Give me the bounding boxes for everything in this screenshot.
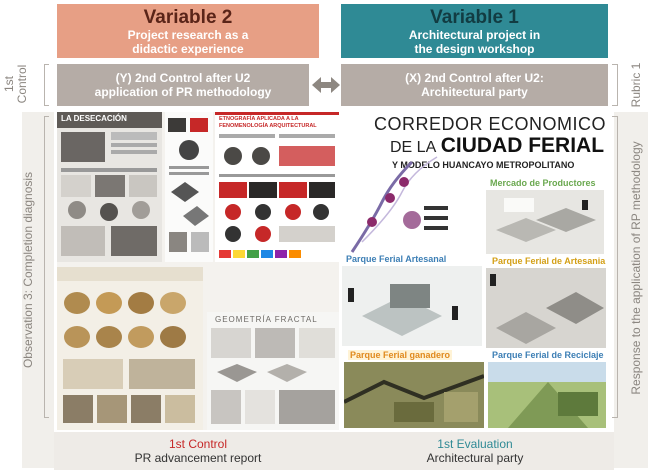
- sheet-small-diagrams: [165, 112, 213, 262]
- y-control-box: [57, 64, 309, 106]
- response-label: Response to the application of RP methodology: [629, 141, 643, 395]
- variable2-subtitle-1: Project research as a: [127, 27, 249, 42]
- corredor-title-de-la: DE LA: [390, 139, 437, 156]
- right-panel: [342, 112, 608, 430]
- variable1-subtitle-2: the design workshop: [414, 41, 535, 56]
- rubric-bracket: [617, 64, 618, 106]
- variable2-header: [57, 4, 319, 58]
- footer-left-subtitle: PR advancement report: [134, 451, 262, 465]
- variable1-subtitle-1: Architectural project in: [408, 27, 541, 42]
- sheet-etnografia: [215, 112, 339, 262]
- right-side-bracket-bottom: [612, 417, 617, 418]
- footer-left-title: 1st Control: [168, 437, 228, 451]
- x-control-box: [341, 64, 608, 106]
- variable2-title: Variable 2: [143, 6, 233, 28]
- footer-right: [342, 432, 608, 470]
- footer-right-title: 1st Evaluation: [437, 437, 513, 451]
- right-side-bracket-top: [612, 116, 617, 117]
- artesanal-image: [342, 266, 482, 346]
- sheet-geometria-fractal: [207, 312, 339, 430]
- left-side-bracket-bottom: [44, 417, 49, 418]
- first-control-bracket: [44, 64, 45, 106]
- y-control-line1: (Y) 2nd Control after U2: [115, 71, 251, 85]
- footer-left: [57, 432, 339, 470]
- x-control-line1: (X) 2nd Control after U2:: [405, 71, 544, 85]
- corridor-map: [342, 142, 462, 262]
- mercado-label: Mercado de Productores: [490, 178, 596, 188]
- variable2-subtitle-2: didactic experience: [132, 41, 244, 56]
- left-collage: [57, 112, 339, 430]
- mercado-image: [486, 190, 604, 254]
- first-control-label-line2: Control: [15, 64, 29, 104]
- artesania-image: [486, 268, 606, 348]
- sheet-desecacion: [57, 112, 162, 262]
- sheet-models: [57, 267, 203, 430]
- sheet-etnografia-heading-2: FENOMENOLOGÍA ARQUITECTURAL: [219, 123, 317, 129]
- sheet-desecacion-heading: LA DESECACIÓN: [61, 114, 127, 123]
- first-control-label-line1: 1st: [2, 76, 16, 93]
- corredor-title-line3: Y MODELO HUANCAYO METROPOLITANO: [392, 160, 575, 170]
- rubric-bracket-top: [612, 64, 617, 65]
- variable1-header: [341, 4, 608, 58]
- reciclaje-label: Parque Ferial de Reciclaje: [492, 350, 604, 360]
- corredor-title-ciudad: CIUDAD FERIAL: [440, 134, 605, 157]
- sheet-etnografia-heading: [219, 116, 317, 130]
- right-side-bracket: [617, 116, 618, 418]
- first-control-label: [3, 65, 29, 104]
- sheet-etnografia-heading-1: ETNOGRAFÍA APLICADA A LA: [219, 116, 299, 122]
- artesania-label: Parque Ferial de Artesania: [492, 256, 606, 266]
- rubric-bracket-bottom: [612, 105, 617, 106]
- ganadero-image: [344, 362, 484, 428]
- double-arrow-icon: [312, 75, 340, 95]
- artesanal-label: Parque Ferial Artesanal: [346, 254, 447, 264]
- y-control-line2: application of PR methodology: [94, 85, 272, 99]
- variable1-title: Variable 1: [430, 6, 519, 28]
- sheet-geometria-heading: GEOMETRÍA FRACTAL: [215, 315, 318, 324]
- left-side-bracket-top: [44, 116, 49, 117]
- observation-label: Observation 3: Completion diagnosis: [21, 171, 35, 369]
- x-control-line2: Architectural party: [421, 85, 528, 99]
- reciclaje-image: [488, 362, 606, 428]
- first-control-bracket-top: [44, 64, 49, 65]
- ganadero-label: Parque Ferial ganadero: [350, 350, 451, 360]
- corredor-title-line1: CORREDOR ECONOMICO: [374, 114, 607, 134]
- footer-right-subtitle: Architectural party: [426, 451, 524, 465]
- rubric-label: Rubric 1: [629, 62, 643, 108]
- first-control-bracket-bottom: [44, 105, 49, 106]
- left-side-bracket: [44, 116, 45, 418]
